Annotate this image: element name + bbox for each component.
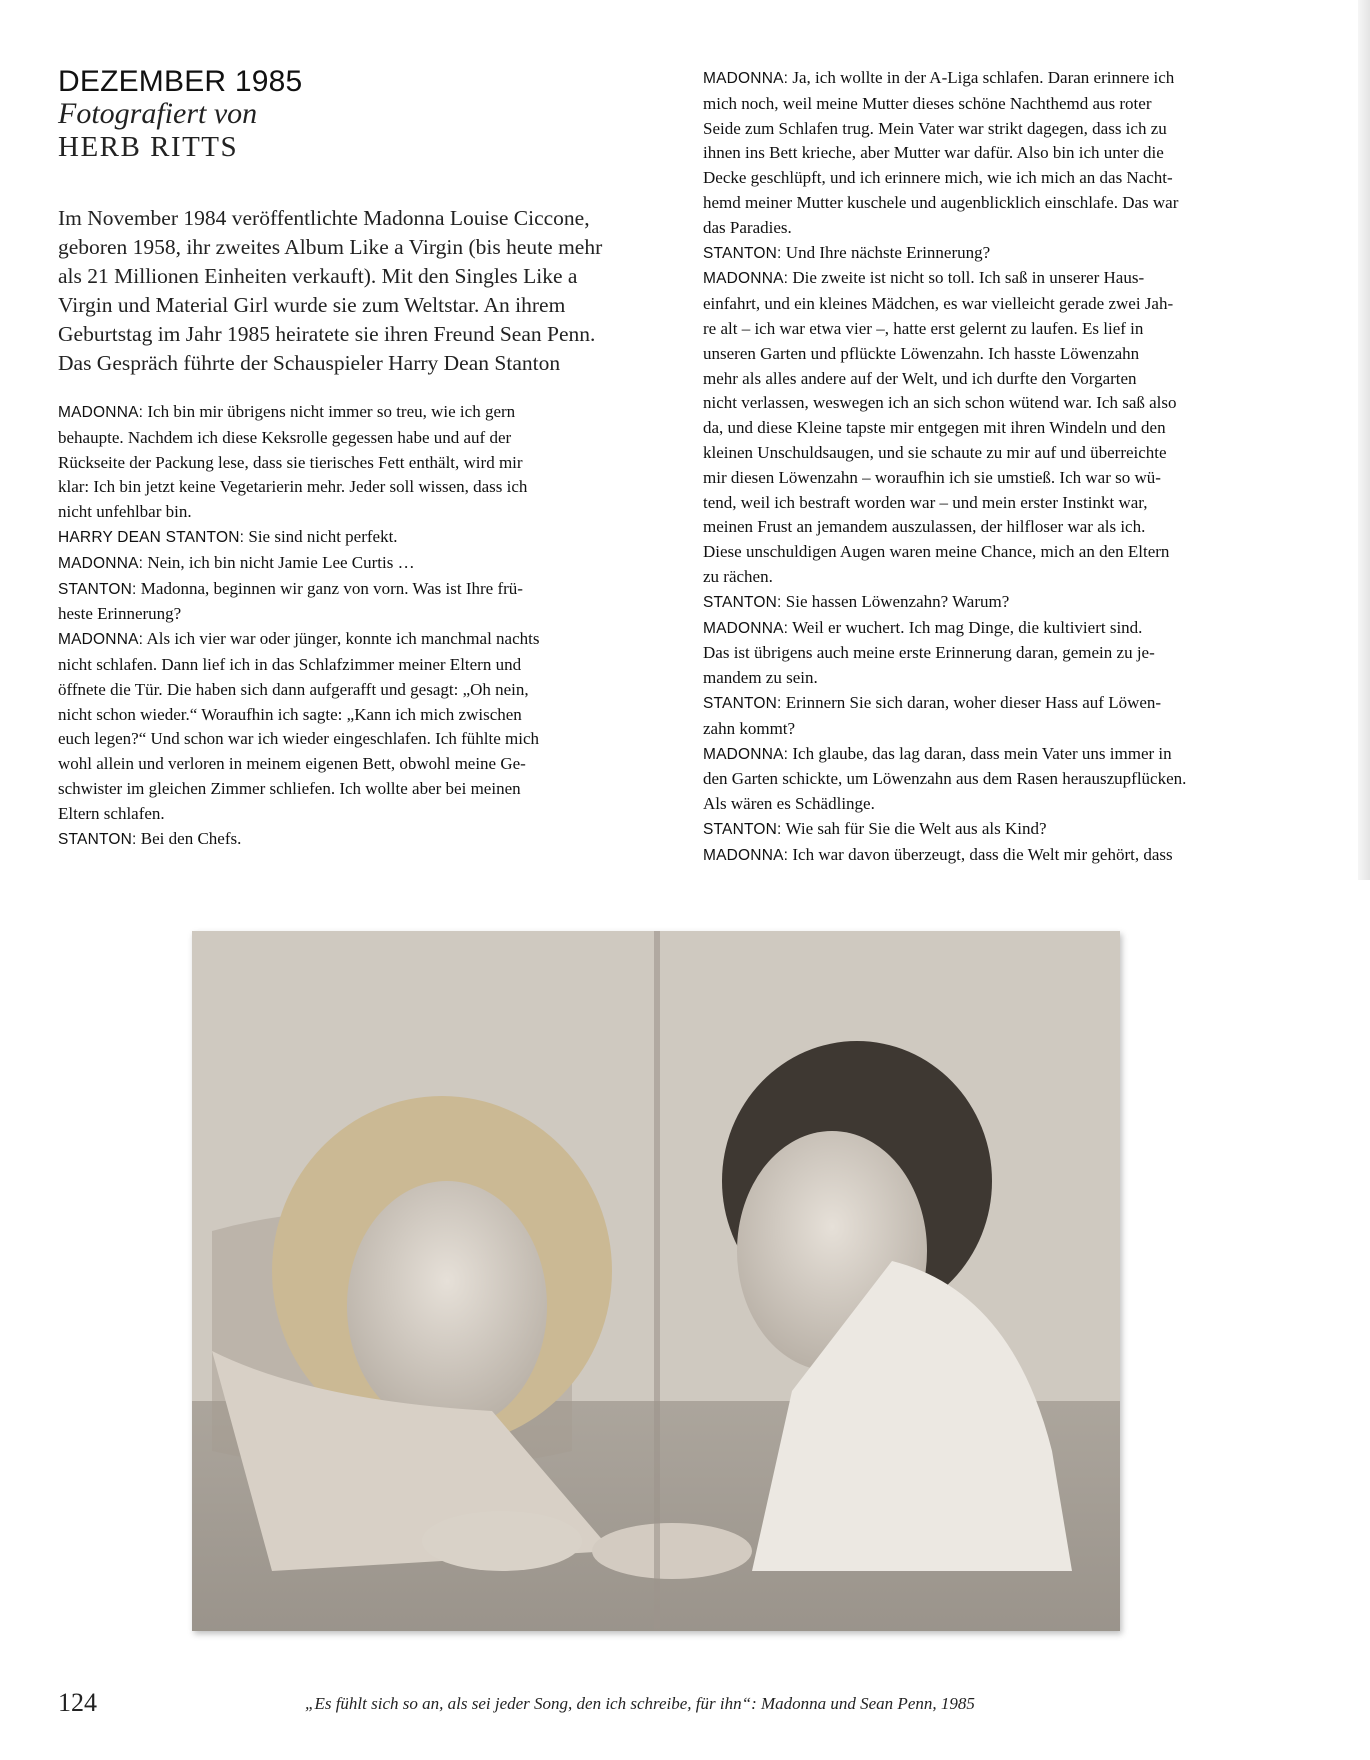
interview-line [703,466,1268,491]
line-text: Diese unschuldigen Augen waren meine Chance, mich an den Eltern [703,542,1170,562]
interview-line [703,441,1268,466]
line-text: Als ich vier war oder jünger, konnte ich manchmal nachts [143,629,540,649]
interview-line [58,602,618,627]
line-text: Ich glaube, das lag daran, dass mein Vater uns immer in [788,743,1172,763]
line-text: Erinnern Sie sich daran, woher dieser Hass auf Löwen- [781,692,1162,712]
headline: DEZEMBER 1985 [58,65,303,98]
line-text: mandem zu sein. [703,668,818,688]
interview-line [703,66,1268,92]
speaker-label: MADONNA: [58,631,144,649]
interview-line [703,616,1268,642]
interview-line [58,777,618,802]
speaker-label: MADONNA: [703,70,789,87]
speaker-label: STANTON: [703,593,782,611]
interview-line [703,141,1268,166]
speaker-label: STANTON: [58,830,137,848]
interview-line [58,500,618,525]
man-arm [592,1523,752,1579]
interview-line [703,717,1268,742]
line-text: öffnete die Tür. Die haben sich dann aufgerafft und gesagt: „Oh nein, [58,679,529,699]
right-column [703,66,1268,869]
line-text: mehr als alles andere auf der Welt, und ich durfte den Vorgarten [703,368,1137,388]
page-edge-strip [1358,0,1370,880]
interview-line [703,491,1268,516]
line-text: Weil er wuchert. Ich mag Dinge, die kultiviert sind. [788,617,1143,637]
speaker-label: MADONNA: [703,270,789,288]
left-column [58,66,618,852]
interview-line [703,590,1268,616]
line-text: nicht schlafen. Dann lief ich in das Schlafzimmer meiner Eltern und [58,654,522,674]
speaker-label: STANTON: [703,694,782,712]
line-text: einfahrt, und ein kleines Mädchen, es war vielleicht gerade zwei Jah- [703,294,1174,314]
speaker-label: STANTON: [703,820,782,838]
interview-line [703,191,1268,216]
line-text: meinen Frust an jemandem auszulassen, der hilfloser war als ich. [703,517,1146,537]
interview-line [703,817,1268,843]
line-text: nicht verlassen, weswegen ich an sich schon wütend war. Ich saß also [703,393,1177,413]
interview-line [703,540,1268,565]
line-text: Ich bin mir übrigens nicht immer so treu, wie ich gern [143,402,516,421]
line-text: Ja, ich wollte in der A-Liga schlafen. Daran erinnere ich [788,68,1175,87]
line-text: Die zweite ist nicht so toll. Ich saß in unserer Haus- [788,268,1145,288]
interview-line [58,475,618,500]
line-text: zahn kommt? [703,718,796,738]
line-text: Eltern schlafen. [58,803,165,823]
interview-line [58,426,618,451]
interview-line [58,577,618,603]
line-text: tend, weil ich bestraft worden war – und mein erster Instinkt war, [703,492,1148,512]
line-text: Nein, ich bin nicht Jamie Lee Curtis … [143,552,415,572]
speaker-label: HARRY DEAN STANTON: [58,528,245,546]
interview-line [703,565,1268,590]
interview-line [703,666,1268,691]
interview-line [703,691,1268,717]
speaker-label: MADONNA: [58,554,144,572]
speaker-label: MADONNA: [703,619,789,637]
interview-line [703,241,1268,267]
interview-line [703,843,1268,869]
line-text: nicht unfehlbar bin. [58,502,192,522]
interview-line [703,742,1268,768]
interview-line [703,792,1268,817]
interview-line [703,515,1268,540]
line-text: Als wären es Schädlinge. [703,794,875,814]
interview-line [703,342,1268,367]
photo-spread [192,931,1120,1631]
speaker-label: STANTON: [703,244,782,262]
line-text: Bei den Chefs. [136,828,242,848]
speaker-label: STANTON: [58,580,137,598]
line-text: Und Ihre nächste Erinnerung? [781,242,991,262]
interview-line [58,653,618,678]
speaker-label: MADONNA: [58,404,144,421]
interview-line [58,827,618,853]
interview-line [703,641,1268,666]
line-text: Ich war davon überzeugt, dass die Welt mir gehört, dass [788,844,1173,864]
woman-face [347,1181,547,1431]
line-text: unseren Garten und pflückte Löwenzahn. Ich hasste Löwenzahn [703,343,1140,363]
intro-paragraph: Im November 1984 veröffentlichte Madonna Louise Ciccone, geboren 1958, ihr zweites Album Like a Virgin (bis heute mehr als 21 Millionen Einheiten verkauft). Mit den Singles Like a Virgin und Material Girl wurde sie zum Weltstar. An ihrem Geburtstag im Jahr 1985 heiratete sie ihren Freund Sean Penn. Das Gespräch führte der Schauspieler Harry Dean Stanton [58,206,603,375]
book-gutter [654,931,660,1631]
line-text: den Garten schickte, um Löwenzahn aus dem Rasen herauszupflücken. [703,769,1187,789]
speaker-label: MADONNA: [703,846,789,864]
interview-line [703,767,1268,792]
interview-line [58,551,618,577]
line-text: da, und diese Kleine tapste mir entgegen mit ihren Windeln und den [703,418,1166,438]
interview-line [58,703,618,728]
interview-line [703,317,1268,342]
speaker-label: MADONNA: [703,745,789,763]
interview-line [703,266,1268,292]
interview-line [703,391,1268,416]
interview-line [58,525,618,551]
line-text: mir diesen Löwenzahn – woraufhin ich sie umstieß. Ich war so wü- [703,467,1161,487]
line-text: wohl allein und verloren in meinem eigenen Bett, obwohl meine Ge- [58,754,526,774]
line-text: nicht schon wieder.“ Woraufhin ich sagte: „Kann ich mich zwischen [58,704,522,724]
interview-line [703,416,1268,441]
interview-line [58,451,618,476]
line-text: klar: Ich bin jetzt keine Vegetarierin mehr. Jeder soll wissen, dass ich [58,477,528,497]
line-text: Seide zum Schlafen trug. Mein Vater war strikt dagegen, dass ich zu [703,118,1167,138]
line-text: mich noch, weil meine Mutter dieses schöne Nachthemd aus roter [703,93,1152,113]
line-text: euch legen?“ Und schon war ich wieder eingeschlafen. Ich fühlte mich [58,729,539,749]
interview-line [703,166,1268,191]
line-text: Sie sind nicht perfekt. [244,526,398,546]
interview-line [58,678,618,703]
line-text: zu rächen. [703,566,773,586]
interview-line [703,92,1268,117]
interview-line [703,216,1268,241]
woman-arm [422,1511,582,1571]
interview-line [703,292,1268,317]
interview-line [703,367,1268,392]
interview-left [58,400,618,852]
byline-prefix: Fotografiert von [58,97,258,130]
interview-line [58,752,618,777]
interview-line [58,400,618,426]
interview-line [58,627,618,653]
line-text: Madonna, beginnen wir ganz von vorn. Was ist Ihre frü- [136,578,523,598]
interview-right [703,66,1268,869]
interview-line [703,117,1268,142]
line-text: heste Erinnerung? [58,604,182,624]
line-text: re alt – ich war etwa vier –, hatte erst gelernt zu laufen. Es lief in [703,318,1144,338]
interview-line [58,727,618,752]
photo-caption: „Es fühlt sich so an, als sei jeder Song, den ich schreibe, für ihn“: Madonna und Sean Penn, 1985 [305,1694,975,1713]
line-text: Rückseite der Packung lese, dass sie tierisches Fett enthält, wird mir [58,452,523,472]
line-text: behaupte. Nachdem ich diese Keksrolle gegessen habe und auf der [58,427,512,447]
line-text: das Paradies. [703,217,792,237]
photographer-name: HERB RITTS [58,131,239,163]
line-text: ihnen ins Bett krieche, aber Mutter war dafür. Also bin ich unter die [703,143,1164,163]
interview-line [58,802,618,827]
line-text: kleinen Unschuldsaugen, und sie schaute zu mir auf und überreichte [703,442,1167,462]
line-text: schwister im gleichen Zimmer schliefen. Ich wollte aber bei meinen [58,778,521,798]
line-text: hemd meiner Mutter kuschele und augenblicklich einschlafe. Das war [703,192,1179,212]
page-number: 124 [58,1688,97,1717]
photo-illustration [192,931,1120,1631]
line-text: Decke geschlüpft, und ich erinnere mich, wie ich mich an das Nacht- [703,168,1173,188]
line-text: Wie sah für Sie die Welt aus als Kind? [781,818,1047,838]
line-text: Sie hassen Löwenzahn? Warum? [781,591,1010,611]
line-text: Das ist übrigens auch meine erste Erinnerung daran, gemein zu je- [703,643,1155,663]
